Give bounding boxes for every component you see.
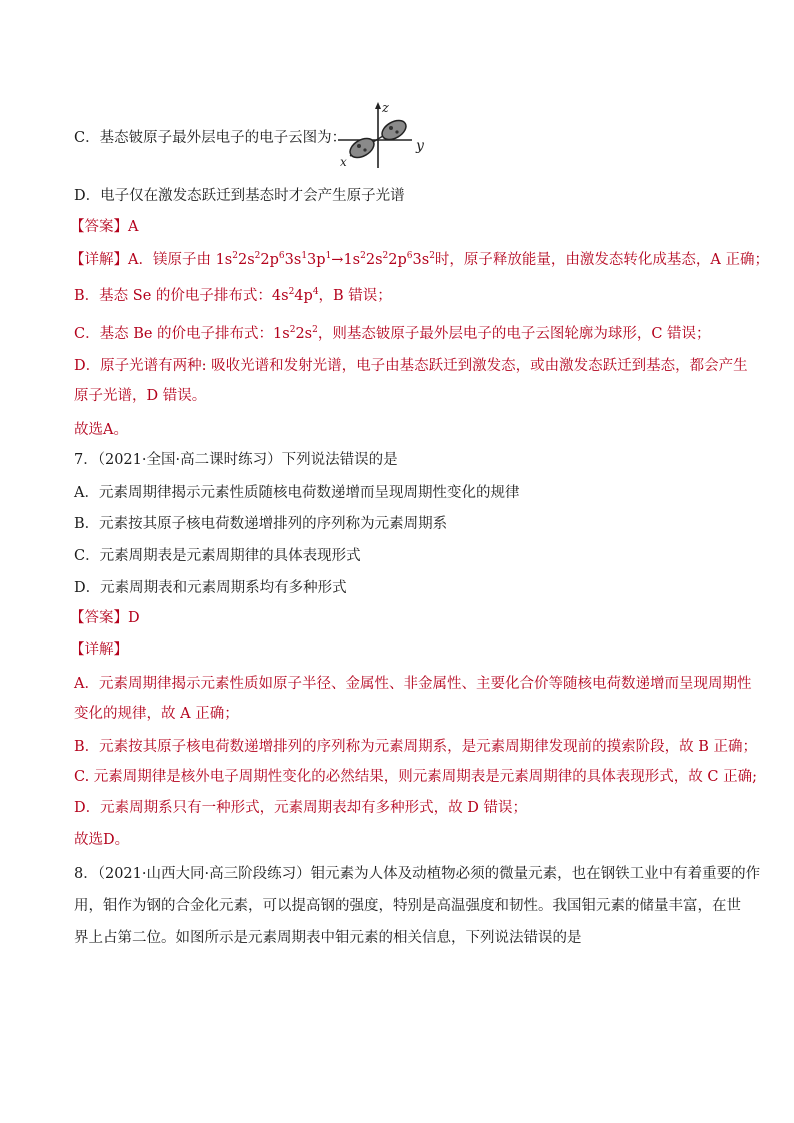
q7-stem: 7．（2021·全国·高二课时练习）下列说法错误的是 — [74, 452, 398, 468]
q7-option-c: C．元素周期表是元素周期律的具体表现形式 — [74, 548, 361, 564]
q6-detail-c: C．基态 Be 的价电子排布式：$1s^22s^2$，则基态铍原子最外层电子的电子云图轮廓为球形，C 错误； — [74, 325, 711, 342]
q7-detail-b: B．元素按其原子核电荷数递增排列的序列称为元素周期系，是元素周期律发现前的摸索阶段，故 B 正确； — [74, 739, 758, 755]
x-axis-label: x — [340, 155, 347, 169]
q7-detail-tag: 【详解】 — [70, 642, 128, 658]
q6-detail-b: B．基态 Se 的价电子排布式：$4s^24p^4$，B 错误； — [74, 287, 392, 304]
z-axis-arrow — [375, 102, 381, 109]
y-axis-label: y — [416, 138, 424, 154]
q7-option-d: D．元素周期表和元素周期系均有多种形式 — [74, 580, 347, 596]
q7-conclusion: 故选D。 — [74, 832, 130, 848]
p-orbital-electron-cloud-figure — [334, 100, 430, 170]
q8-stem-line1: 8．（2021·山西大同·高三阶段练习）钼元素为人体及动植物必须的微量元素，也在钢铁工业中有着重要的作 — [74, 866, 761, 882]
q7-detail-d: D．元素周期系只有一种形式，元素周期表却有多种形式，故 D 错误； — [74, 800, 527, 816]
q7-detail-a-line2: 变化的规律，故 A 正确； — [74, 706, 239, 722]
q7-answer: 【答案】D — [70, 610, 140, 626]
q7-option-a: A．元素周期律揭示元素性质随核电荷数递增而呈现周期性变化的规律 — [74, 485, 520, 501]
q8-stem-line2: 用，钼作为钢的合金化元素，可以提高钢的强度，特别是高温强度和韧性。我国钼元素的储量丰富，在世 — [74, 898, 741, 914]
orbital-lobe-lower — [347, 135, 378, 162]
q6-option-d: D．电子仅在激发态跃迁到基态时才会产生原子光谱 — [74, 188, 405, 204]
q7-detail-c: C. 元素周期律是核外电子周期性变化的必然结果，则元素周期表是元素周期律的具体表现形式，故 C 正确; — [74, 769, 757, 785]
z-axis-label: z — [382, 101, 389, 116]
q6-option-c-text: C．基态铍原子最外层电子的电子云图为： — [74, 130, 347, 146]
q7-detail-a-line1: A．元素周期律揭示元素性质如原子半径、金属性、非金属性、主要化合价等随核电荷数递增而呈现周期性 — [74, 676, 752, 692]
q6-conclusion: 故选A。 — [74, 422, 128, 438]
q6-detail-d-line2: 原子光谱，D 错误。 — [74, 388, 207, 404]
q6-answer: 【答案】A — [70, 219, 139, 235]
q8-stem-line3: 界上占第二位。如图所示是元素周期表中钼元素的相关信息，下列说法错误的是 — [74, 930, 582, 946]
q6-detail-d-line1: D．原子光谱有两种: 吸收光谱和发射光谱，电子由基态跃迁到激发态，或由激发态跃迁到基态，都会产生 — [74, 358, 748, 374]
q6-option-c — [74, 128, 346, 148]
q6-detail-a: 【详解】A．镁原子由 $1s^22s^22p^63s^13p^1\to 1s^22s^22p^63s^2$时，原子释放能量，由激发态转化成基态，A 正确； — [70, 251, 770, 268]
q6-detail-tag: 【详解】 — [70, 252, 128, 268]
q7-option-b: B．元素按其原子核电荷数递增排列的序列称为元素周期系 — [74, 516, 448, 532]
